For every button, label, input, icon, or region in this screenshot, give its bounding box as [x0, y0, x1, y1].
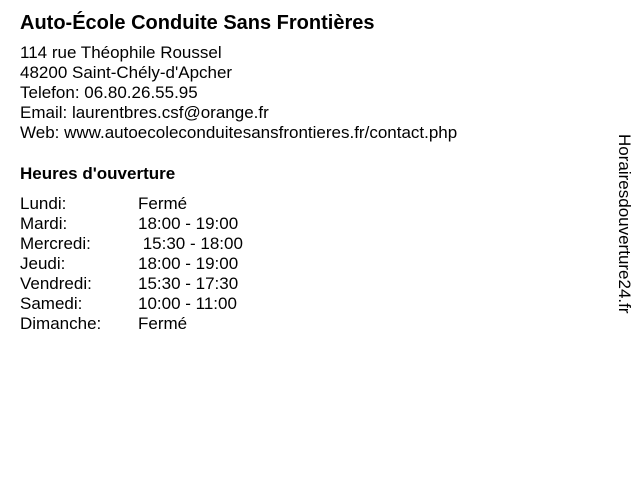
hours-row-tuesday [20, 214, 243, 234]
business-name: Auto-École Conduite Sans Frontières [20, 12, 375, 34]
city-postcode: 48200 Saint-Chély-d'Apcher [20, 63, 233, 82]
day-label: Lundi: [20, 194, 67, 213]
hours-row-monday [20, 194, 243, 214]
email-address: Email: laurentbres.csf@orange.fr [20, 103, 269, 122]
time-range: 15:30 - 17:30 [138, 274, 239, 293]
day-label: Vendredi: [20, 274, 92, 293]
opening-hours-table [20, 194, 243, 334]
day-label: Mardi: [20, 214, 68, 233]
hours-row-sunday [20, 314, 243, 334]
time-range: 18:00 - 19:00 [138, 214, 239, 233]
time-range: 15:30 - 18:00 [138, 234, 243, 253]
hours-row-saturday [20, 294, 243, 314]
day-label: Samedi: [20, 294, 83, 313]
day-label: Dimanche: [20, 314, 102, 333]
day-label: Mercredi: [20, 234, 91, 253]
website-url: Web: www.autoecoleconduitesansfrontieres.fr/contact.php [20, 123, 458, 142]
site-watermark: Horairesdouverture24.fr [615, 134, 634, 314]
time-range: 10:00 - 11:00 [138, 294, 237, 313]
time-range: Fermé [138, 314, 188, 333]
hours-row-thursday [20, 254, 243, 274]
street-address: 114 rue Théophile Roussel [20, 43, 222, 62]
contact-block [20, 43, 457, 143]
hours-row-wednesday [20, 234, 243, 254]
time-range: Fermé [138, 194, 188, 213]
time-range: 18:00 - 19:00 [138, 254, 239, 273]
opening-hours-heading: Heures d'ouverture [20, 164, 176, 183]
hours-row-friday [20, 274, 243, 294]
phone-number: Telefon: 06.80.26.55.95 [20, 83, 198, 102]
day-label: Jeudi: [20, 254, 66, 273]
